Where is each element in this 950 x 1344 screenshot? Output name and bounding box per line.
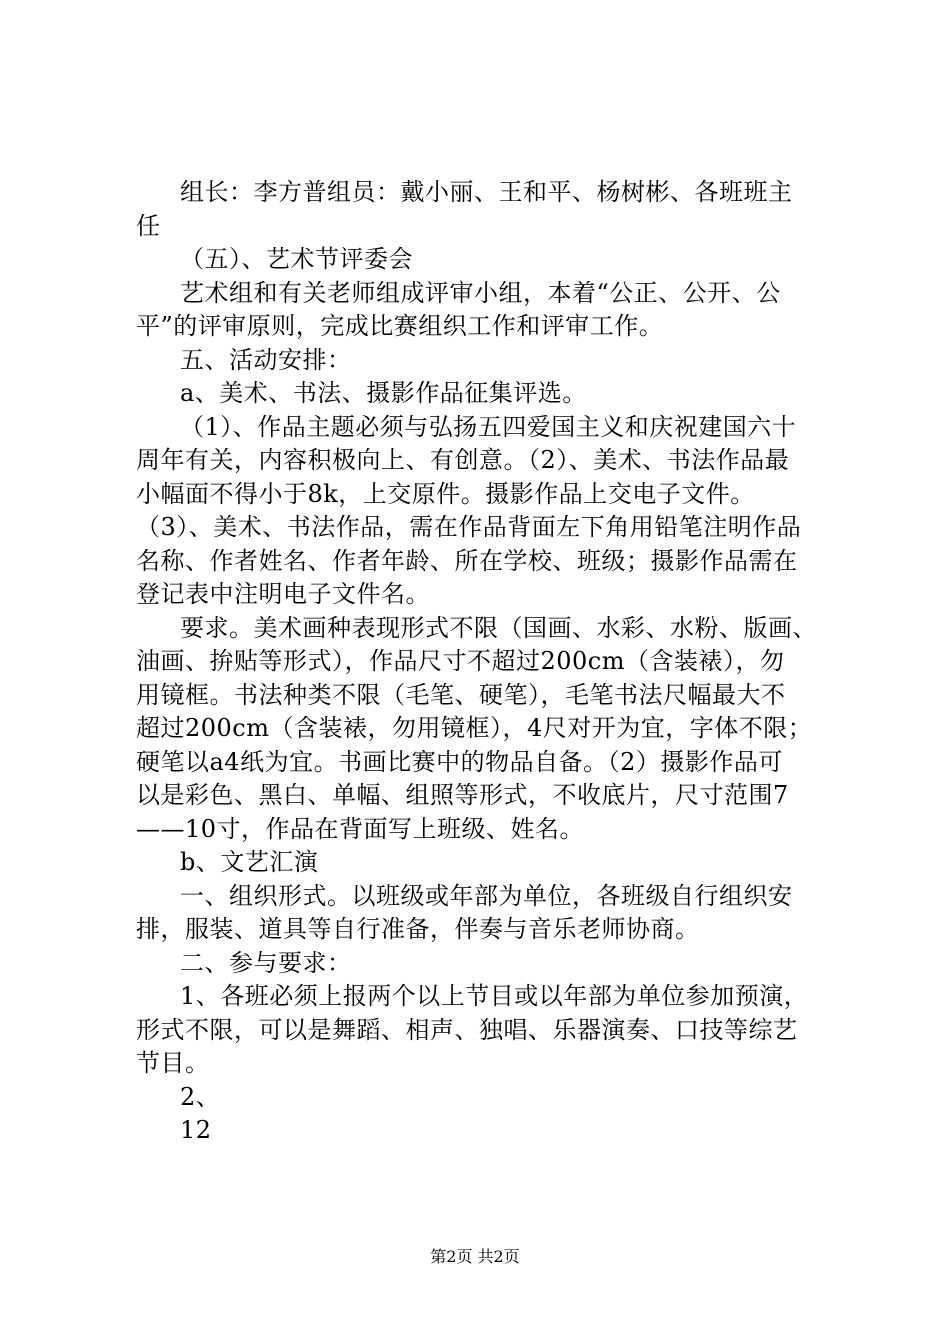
- text-line: （1）、作品主题必须与弘扬五四爱国主义和庆祝建国六十: [180, 412, 797, 441]
- text-line: 形式不限，可以是舞蹈、相声、独唱、乐器演奏、口技等综艺: [136, 1015, 798, 1044]
- text-line: 油画、拚贴等形式），作品尺寸不超过200cm（含装裱），勿: [136, 647, 785, 675]
- text-line: 艺术组和有关老师组成评审小组，本着“公正、公开、公: [180, 278, 781, 307]
- text-line: 12: [180, 1116, 212, 1144]
- text-line: 用镜框。书法种类不限（毛笔、硬笔），毛笔书法尺幅最大不: [136, 680, 786, 709]
- text-line: ——10寸，作品在背面写上班级、姓名。: [136, 814, 585, 843]
- text-line: 一、组织形式。以班级或年部为单位，各班级自行组织安: [180, 881, 793, 910]
- text-line: 要求。美术画种表现形式不限（国画、水彩、水粉、版画、: [180, 613, 817, 642]
- text-line: 周年有关，内容积极向上、有创意。（2）、美术、书法作品最: [136, 446, 790, 474]
- text-line: 平”的评审原则，完成比赛组织工作和评审工作。: [136, 312, 664, 340]
- text-line: b、文艺汇演: [180, 848, 319, 876]
- text-line: 超过200cm（含装裱，勿用镜框），4尺对开为宜，字体不限；: [136, 714, 813, 742]
- text-line: 登记表中注明电子文件名。: [136, 580, 430, 608]
- text-line: 以是彩色、黑白、单幅、组照等形式，不收底片，尺寸范围7: [136, 781, 789, 809]
- text-line: 2、: [180, 1082, 221, 1111]
- text-line: 组长：李方普组员：戴小丽、王和平、杨树彬、各班班主: [180, 178, 793, 206]
- text-line: a、美术、书法、摄影作品征集评选。: [180, 379, 587, 407]
- text-line: 任: [136, 211, 161, 240]
- text-line: 二、参与要求：: [180, 948, 352, 977]
- text-line: 五、活动安排：: [180, 345, 352, 374]
- document-body: [136, 176, 836, 1148]
- text-line: 节目。: [136, 1049, 210, 1077]
- text-line: （3）、美术、书法作品，需在作品背面左下角用铅笔注明作品: [136, 513, 802, 541]
- page-footer: 第2页 共2页: [430, 1247, 520, 1266]
- text-line: 排，服装、道具等自行准备，伴奏与音乐老师协商。: [136, 915, 700, 943]
- text-line: 名称、作者姓名、作者年龄、所在学校、班级；摄影作品需在: [136, 546, 798, 575]
- text-line: 小幅面不得小于8k，上交原件。摄影作品上交电子文件。: [136, 479, 755, 508]
- text-line: 硬笔以a4纸为宜。书画比赛中的物品自备。（2）摄影作品可: [136, 747, 783, 776]
- text-line: 1、各班必须上报两个以上节目或以年部为单位参加预演，: [180, 982, 809, 1010]
- text-line: （五）、艺术节评委会: [180, 245, 413, 273]
